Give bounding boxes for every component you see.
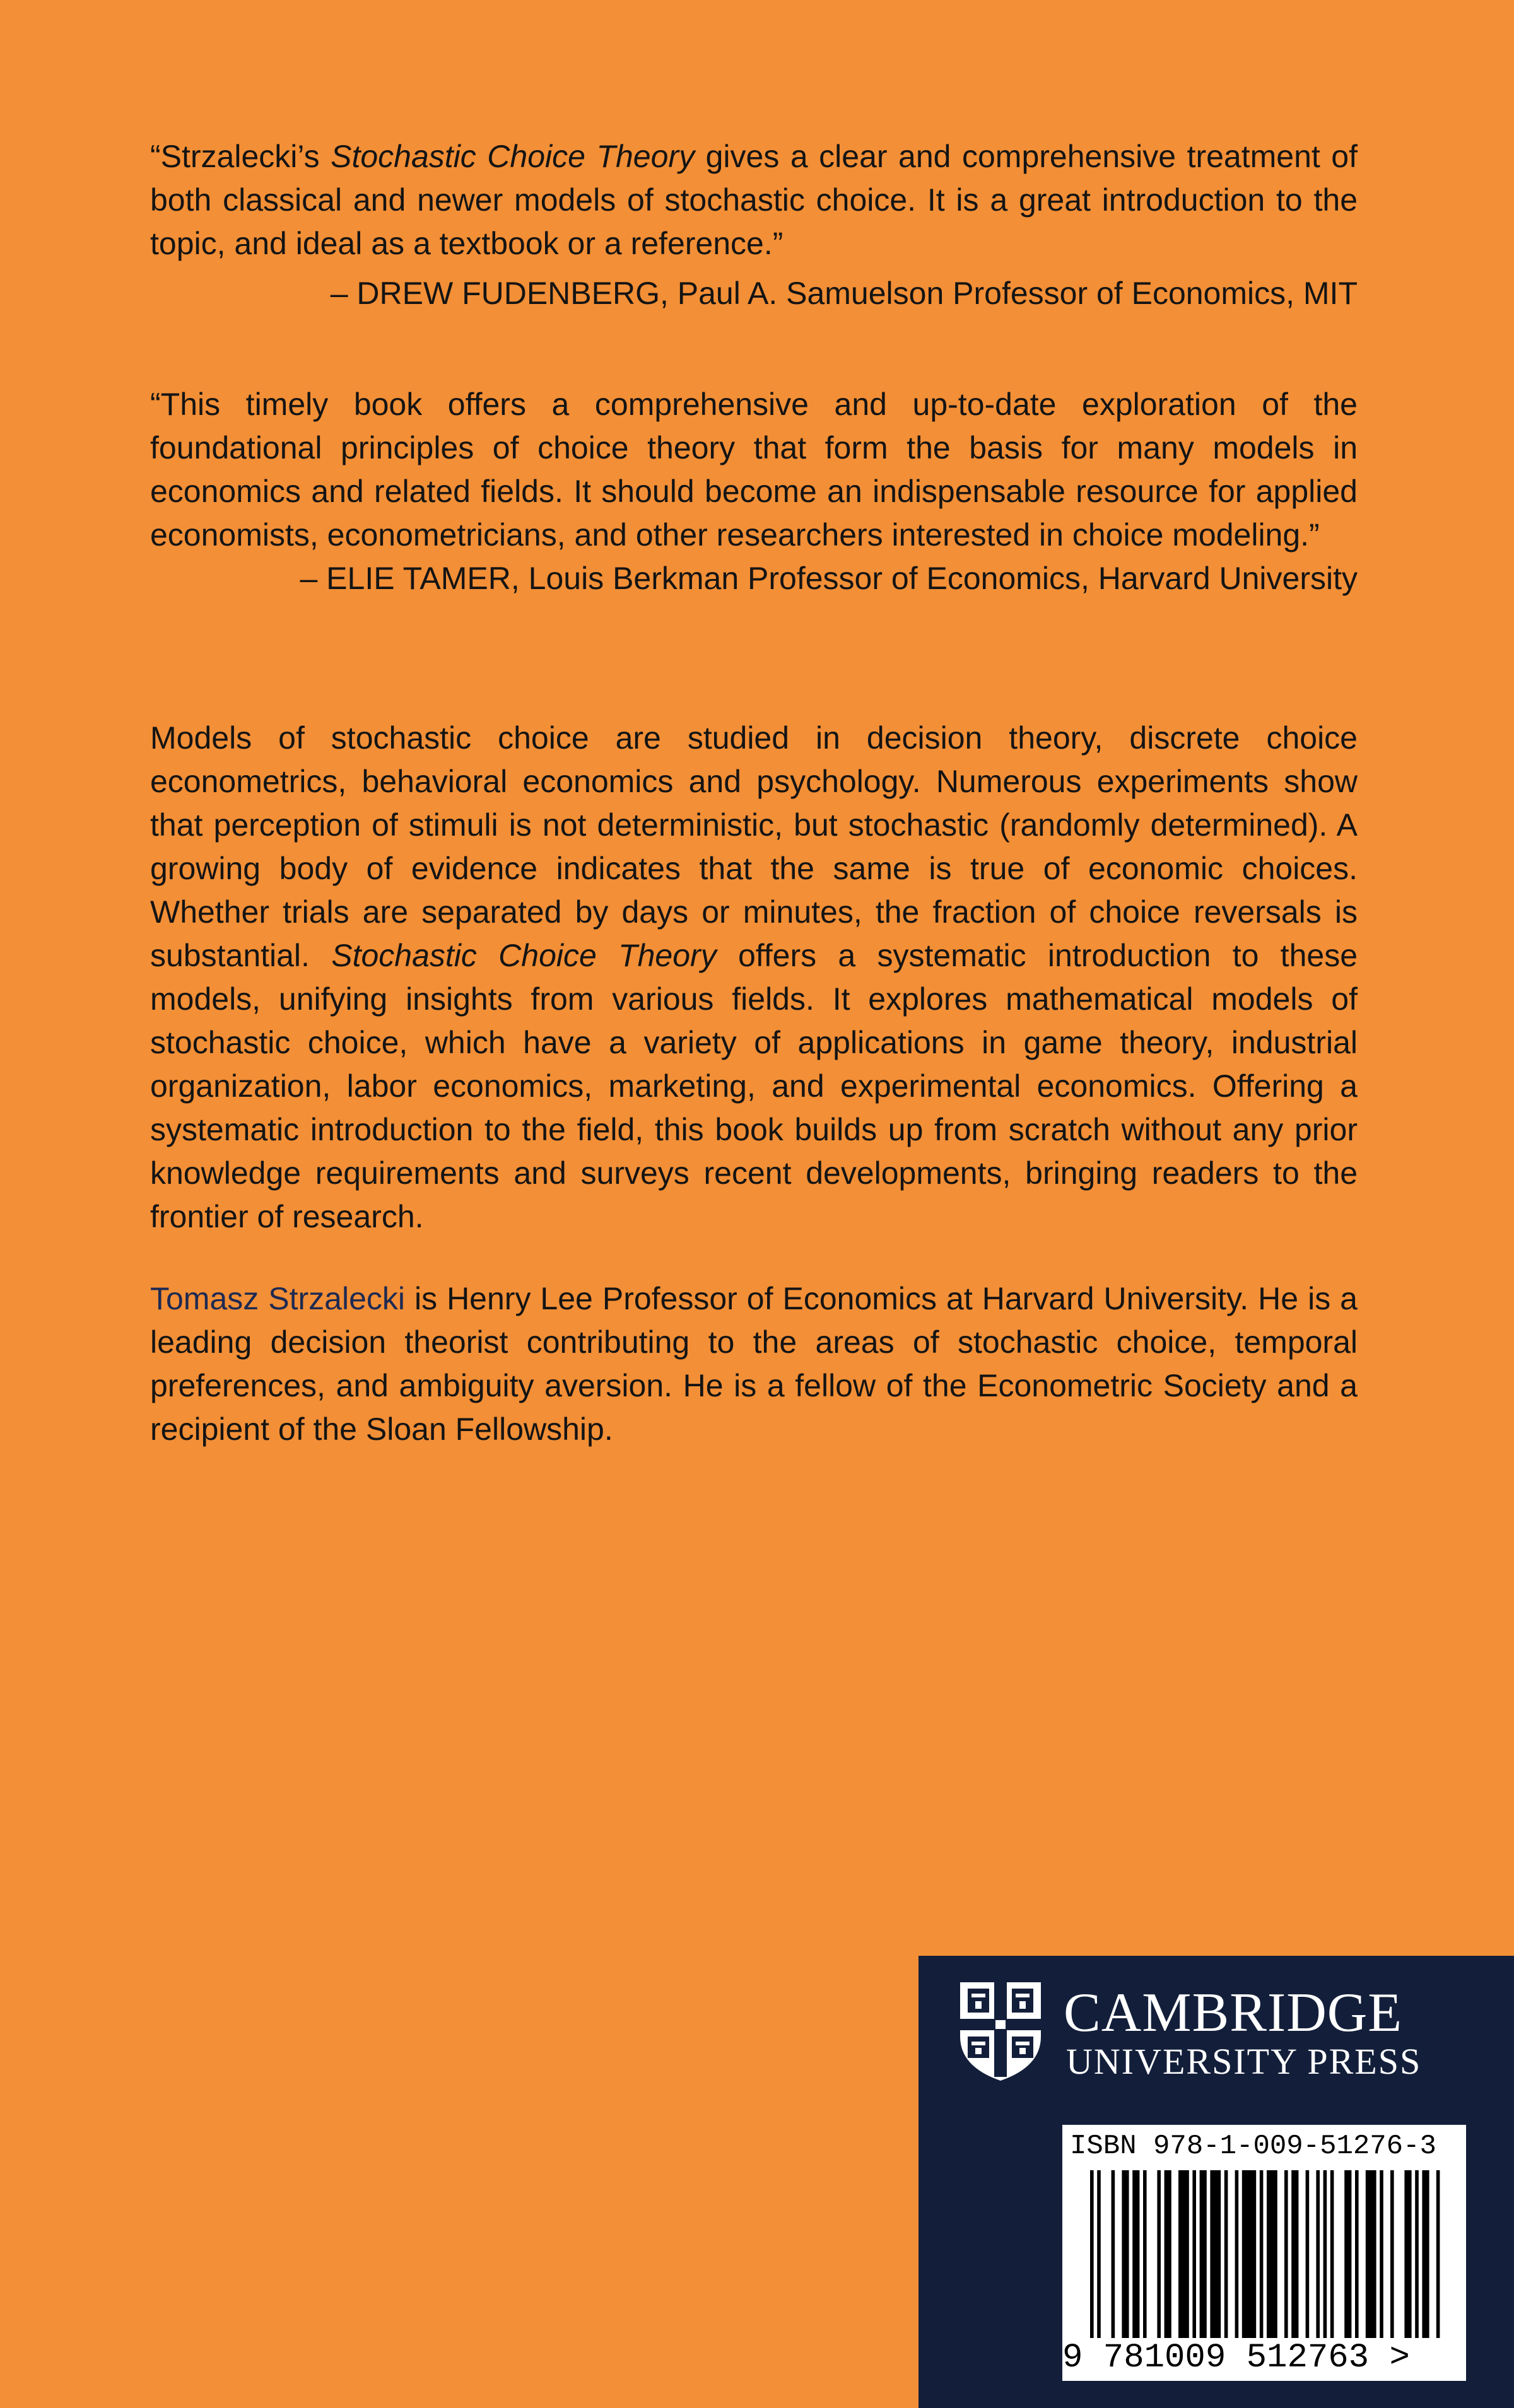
book-description-text: Models of stochastic choice are studied in decision theory, discrete choice econometrics, behavioral economics and psychology. Numerous experiments show that perception of stimuli is not deterministic, but stochastic (randomly determined). A growing body of evidence indicates that the same is true of economic choices. Whether trials are separated by days or minutes, the fraction of choice reversals is substantial. Stochastic Choice Theory offers a systematic introduction to these models, unifying insights from various fields. It explores mathematical models of stochastic choice, which have a variety of applications in game theory, industrial organization, labor economics, marketing, and experimental economics. Offering a systematic introduction to the field, this book builds up from scratch without any prior knowledge requirements and surveys recent developments, bringing readers to the frontier of research. <box>150 720 1358 1234</box>
isbn-barcode <box>1062 2125 1466 2381</box>
barcode-bar <box>1224 2170 1228 2338</box>
book-description <box>150 716 1358 1239</box>
barcode-digits: 9 781009 512763 > <box>1062 2339 1410 2377</box>
barcode-bar <box>1316 2170 1320 2338</box>
barcode-bar <box>1422 2170 1429 2338</box>
publisher-block <box>918 1956 1514 2408</box>
barcode-bar <box>1178 2170 1189 2338</box>
barcode-bar <box>1192 2170 1196 2338</box>
barcode-bar <box>1157 2170 1161 2338</box>
barcode-bar <box>1366 2170 1376 2338</box>
barcode-bar <box>1415 2170 1419 2338</box>
barcode-bar <box>1097 2170 1101 2338</box>
barcode-bar <box>1090 2170 1094 2338</box>
barcode-bar <box>1291 2170 1298 2338</box>
barcode-bar <box>1165 2170 1171 2338</box>
barcode-bar <box>1404 2170 1411 2338</box>
quote-fudenberg-text: “Strzalecki’s Stochastic Choice Theory gives a clear and comprehensive treatment of both classical and newer models of stochastic choice. It is a great introduction to the topic, and ideal as a textbook or a reference.” <box>150 139 1358 261</box>
publisher-name: CAMBRIDGE <box>1064 1982 1403 2043</box>
barcode-bar <box>1112 2170 1115 2338</box>
quote-tamer-attribution: – ELIE TAMER, Louis Berkman Professor of Economics, Harvard University <box>300 561 1358 596</box>
author-name: Tomasz Strzalecki <box>150 1281 405 1316</box>
barcode-bar <box>1284 2170 1288 2338</box>
barcode-bar <box>1355 2170 1359 2338</box>
barcode-bar <box>1200 2170 1207 2338</box>
publisher-subtitle: UNIVERSITY PRESS <box>1066 2041 1422 2082</box>
quote-fudenberg <box>150 135 1358 315</box>
barcode-bar <box>1330 2170 1334 2338</box>
barcode-bar <box>1390 2170 1394 2338</box>
barcode-bar <box>1122 2170 1129 2338</box>
barcode-bar <box>1267 2170 1277 2338</box>
barcode-bar <box>1323 2170 1327 2338</box>
barcode-bar <box>1143 2170 1147 2338</box>
isbn-label: ISBN 978-1-009-51276-3 <box>1070 2130 1436 2162</box>
barcode-bar <box>1132 2170 1139 2338</box>
book-title-italic: Stochastic Choice Theory <box>331 938 717 973</box>
barcode-bar <box>1344 2170 1351 2338</box>
barcode-bar <box>1306 2170 1310 2338</box>
author-bio-text: Tomasz Strzalecki is Henry Lee Professor of Economics at Harvard University. He is a leading decision theorist contributing to the areas of stochastic choice, temporal preferences, and ambiguity aversion. He is a fellow of the Econometric Society and a recipient of the Sloan Fellowship. <box>150 1281 1358 1447</box>
book-title-italic: Stochastic Choice Theory <box>331 139 695 174</box>
barcode-bar <box>1235 2170 1239 2338</box>
barcode-bar <box>1242 2170 1256 2338</box>
barcode-bar <box>1260 2170 1264 2338</box>
barcode-bar <box>1380 2170 1383 2338</box>
quote-tamer <box>150 383 1358 600</box>
author-bio <box>150 1277 1358 1451</box>
quote-fudenberg-attribution: – DREW FUDENBERG, Paul A. Samuelson Professor of Economics, MIT <box>330 276 1358 311</box>
barcode-bar <box>1436 2170 1440 2338</box>
quote-tamer-text: “This timely book offers a comprehensive and up-to-date exploration of the foundational principles of choice theory that form the basis for many models in economics and related fields. It should become an indispensable resource for applied economists, econometricians, and other researchers interested in choice modeling.” <box>150 387 1358 552</box>
cambridge-crest-icon <box>956 1978 1045 2084</box>
barcode-bar <box>1210 2170 1221 2338</box>
